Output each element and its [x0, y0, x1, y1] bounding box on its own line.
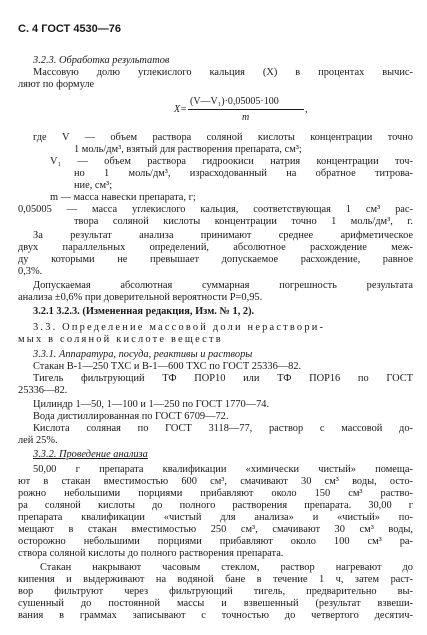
text-line: осторожно небольшими порциями прибавляют около 100 см³ ра- [18, 536, 413, 547]
text-line: ют в стакан вместимостью 600 см³, смачивают 30 см³ воды, осто- [18, 476, 413, 487]
text-line: Тигель фильтрующий ТФ ПОР10 или ТФ ПОР16 по ГОСТ [33, 373, 413, 384]
fraction-bar [188, 109, 304, 110]
text-line: лей 25%. [18, 435, 58, 446]
definition-line: твора соляной кислоты концентрации точно 1 моль/дм³, г. [74, 216, 413, 227]
section-title-3-3-1: 3.3.1. Аппаратура, посуда, реактивы и растворы [33, 349, 253, 360]
text-line: 50,00 г препарата квалификации «химически чистый» помеща- [33, 464, 413, 475]
text-line: анализа ±0,6% при доверительной вероятности P=0,95. [18, 292, 263, 303]
text-line: кипения и выдерживают на водяной бане в течение 1 ч, затем раст- [18, 574, 413, 585]
text-line: препарата квалификации «чистый для анализа» и «чистый» по- [18, 512, 413, 523]
formula-lhs: X= [174, 104, 187, 115]
section-title-3-3-2: 3.3.2. Проведение анализа [33, 449, 148, 460]
definition-line: 1 моль/дм³, взятый для растворения препарата, см³; [74, 144, 302, 155]
text-line: Допускаемая абсолютная суммарная погрешность результата [33, 280, 413, 291]
text-line: створа соляной кислоты до полного растворения препарата. [18, 548, 284, 559]
text-line: вор фильтруют через фильтрующий тигель, предварительно вы- [18, 586, 413, 597]
formula-trail: , [305, 104, 308, 115]
amendment-note: 3.2.1 3.2.3. (Измененная редакция, Изм. № 1, 2). [33, 306, 255, 317]
text-line: Стакан накрывают часовым стеклом, раствор нагревают до [40, 562, 413, 573]
formula-numerator: (V—V₁)·0,05005·100 [190, 96, 279, 107]
text-line: ду которыми не превышает допускаемое расхождение, равное [18, 254, 413, 265]
section-title-3-2-3: 3.2.3. Обработка результатов [33, 55, 170, 66]
section-title-3-3: 3.3. Определение массовой доли нераствори- [33, 322, 326, 333]
text-line: вания в граммах записывают с точностью до четвертого десятич- [18, 610, 413, 621]
definition-line: но 1 моль/дм³, израсходованный на обратное титрова- [74, 168, 413, 179]
definition-line: где V — объем раствора соляной кислоты концентрации точно [33, 132, 413, 143]
text-line: Стакан В-1—250 ТХС и В-1—600 ТХС по ГОСТ 25336—82. [33, 361, 302, 372]
definition-line: V₁ — объем раствора гидроокиси натрия концентрации точ- [50, 156, 413, 167]
section-title-3-3-cont: мых в соляной кислоте веществ [18, 334, 223, 345]
text-line: мещают в стакан вместимостью 250 см³, смачивают 30 см³ воды, [18, 524, 413, 535]
text-line: 0,3%. [18, 266, 43, 277]
definition-line: 0,05005 — масса углекислого кальция, соответствующая 1 см³ рас- [18, 204, 413, 215]
text-line: За результат анализа принимают среднее арифметическое [33, 230, 413, 241]
text-line: рожно небольшими порциями прибавляют около 150 см³ раство- [18, 488, 413, 499]
text-line: ляют по формуле [18, 79, 95, 90]
text-line: сушенный до постоянной массы и взвешенный (результат взвеши- [18, 598, 413, 609]
text-line: Вода дистиллированная по ГОСТ 6709—72. [33, 411, 229, 422]
text-line: 25336—82. [18, 385, 68, 396]
definition-line: ние, см³; [74, 180, 113, 191]
text-line: двух параллельных определений, абсолютное расхождение меж- [18, 242, 413, 253]
text-line: Кислота соляная по ГОСТ 3118—77, раствор с массовой до- [33, 423, 413, 434]
definition-line: m — масса навески препарата, г; [50, 192, 196, 203]
page-header: С. 4 ГОСТ 4530—76 [18, 23, 122, 35]
text-line: Цилиндр 1—50, 1—100 и 1—250 по ГОСТ 1770—74. [33, 399, 270, 410]
formula-denominator: m [242, 112, 250, 123]
text-line: ра соляной кислоты до полного растворения препарата. 30,00 г [18, 500, 413, 511]
text-line: Массовую долю углекислого кальция (X) в процентах вычис- [33, 67, 413, 78]
